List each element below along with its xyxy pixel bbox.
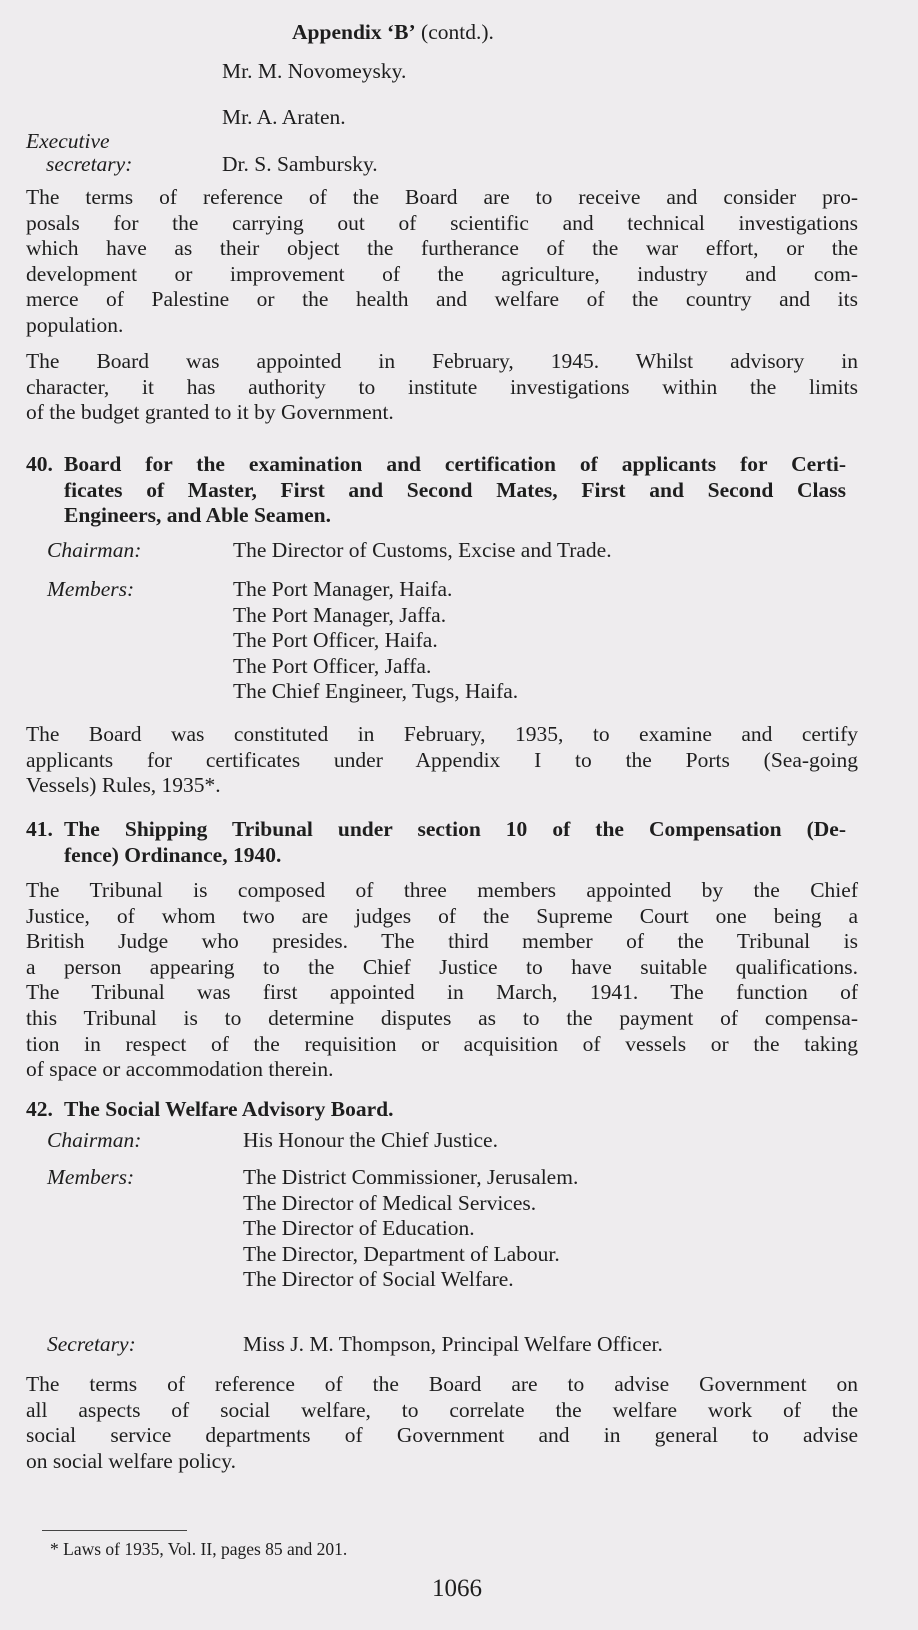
member: The Port Officer, Haifa. [233,628,438,653]
paragraph [26,878,858,1083]
text-line: development or improvement of the agriculture, industry and com- [26,261,858,286]
page-number: 1066 [432,1575,482,1602]
text-line: The Board was appointed in February, 1945. Whilst advisory in [26,349,858,373]
text-line: applicants for certificates under Appendix I to the Ports (Sea-going [26,747,858,772]
paragraph [26,1372,858,1474]
footnote: * Laws of 1935, Vol. II, pages 85 and 201. [50,1539,348,1559]
text-line: merce of Palestine or the health and welfare of the country and its [26,287,858,312]
text-line: this Tribunal is to determine disputes as to the payment of compensa- [26,1005,858,1030]
text-line: British Judge who presides. The third member of the Tribunal is [26,929,858,954]
section-heading: The Social Welfare Advisory Board. [64,1097,394,1121]
text-line: character, it has authority to institute investigations within the limits [26,374,858,399]
member: The Port Manager, Jaffa. [233,602,447,627]
section-number: 40. [26,452,53,476]
text-line: a person appearing to the Chief Justice to have suitable qualifications. [26,954,858,979]
paragraph [26,722,858,799]
section-number: 42. [26,1097,53,1121]
text-line: of space or accommodation therein. [26,1057,334,1082]
text-line: tion in respect of the requisition or acquisition of vessels or the taking [26,1031,858,1056]
text-line: The terms of reference of the Board are to advise Government on [26,1372,858,1396]
member: The Chief Engineer, Tugs, Haifa. [233,679,519,704]
executive-label: Executive [26,129,110,153]
member: The Port Officer, Jaffa. [233,653,432,678]
text-line: fence) Ordinance, 1940. [64,842,282,867]
member: The District Commissioner, Jerusalem. [243,1165,579,1189]
executive-secretary: Dr. S. Sambursky. [222,152,378,176]
paragraph [26,349,858,426]
member: The Port Manager, Haifa. [233,577,453,601]
page-title [292,20,494,46]
chairman-value: His Honour the Chief Justice. [243,1128,498,1152]
text-line: posals for the carrying out of scientific and technical investigations [26,210,858,235]
text-line: on social welfare policy. [26,1448,236,1473]
member: The Director of Education. [243,1216,475,1241]
member: The Director, Department of Labour. [243,1241,560,1266]
page-title-bold: Appendix ‘B’ [292,20,416,44]
text-line: of the budget granted to it by Government. [26,400,394,425]
text-line: social service departments of Government and in general to advise [26,1423,858,1448]
section-number: 41. [26,817,53,841]
page-title-rest: (contd.). [421,20,494,44]
footnote-divider [42,1530,187,1531]
member: The Director of Social Welfare. [243,1267,514,1292]
chairman-label: Chairman: [47,1128,142,1152]
text-line: The Tribunal was first appointed in March, 1941. The function of [26,980,858,1005]
members-label: Members: [47,1165,135,1189]
text-line: The Board was constituted in February, 1935, to examine and certify [26,722,858,746]
text-line: The terms of reference of the Board are to receive and consider pro- [26,185,858,209]
secretary-label: Secretary: [47,1332,136,1356]
text-line: which have as their object the furtherance of the war effort, or the [26,236,858,261]
text-line: all aspects of social welfare, to correlate the welfare work of the [26,1397,858,1422]
member: The Director of Medical Services. [243,1190,537,1215]
members-list [233,577,518,705]
member: Mr. A. Araten. [222,105,346,129]
text-line: Vessels) Rules, 1935*. [26,773,221,798]
members-list [243,1165,578,1293]
text-line: The Shipping Tribunal under section 10 of the Compensation (De- [64,817,846,841]
secretary-value: Miss J. M. Thompson, Principal Welfare Officer. [243,1332,663,1356]
member: Mr. M. Novomeysky. [222,59,407,83]
text-line: The Tribunal is composed of three members appointed by the Chief [26,878,858,902]
text-line: population. [26,312,124,337]
chairman-label: Chairman: [47,538,142,562]
section-heading [64,817,846,868]
text-line: Board for the examination and certification of applicants for Certi- [64,452,846,476]
text-line: Justice, of whom two are judges of the Supreme Court one being a [26,903,858,928]
section-heading [64,452,846,529]
text-line: ficates of Master, First and Second Mates, First and Second Class [64,477,846,502]
members-label: Members: [47,577,135,601]
paragraph [26,185,858,339]
executive-label: secretary: [46,152,133,176]
chairman-value: The Director of Customs, Excise and Trade. [233,538,612,562]
text-line: Engineers, and Able Seamen. [64,503,331,528]
